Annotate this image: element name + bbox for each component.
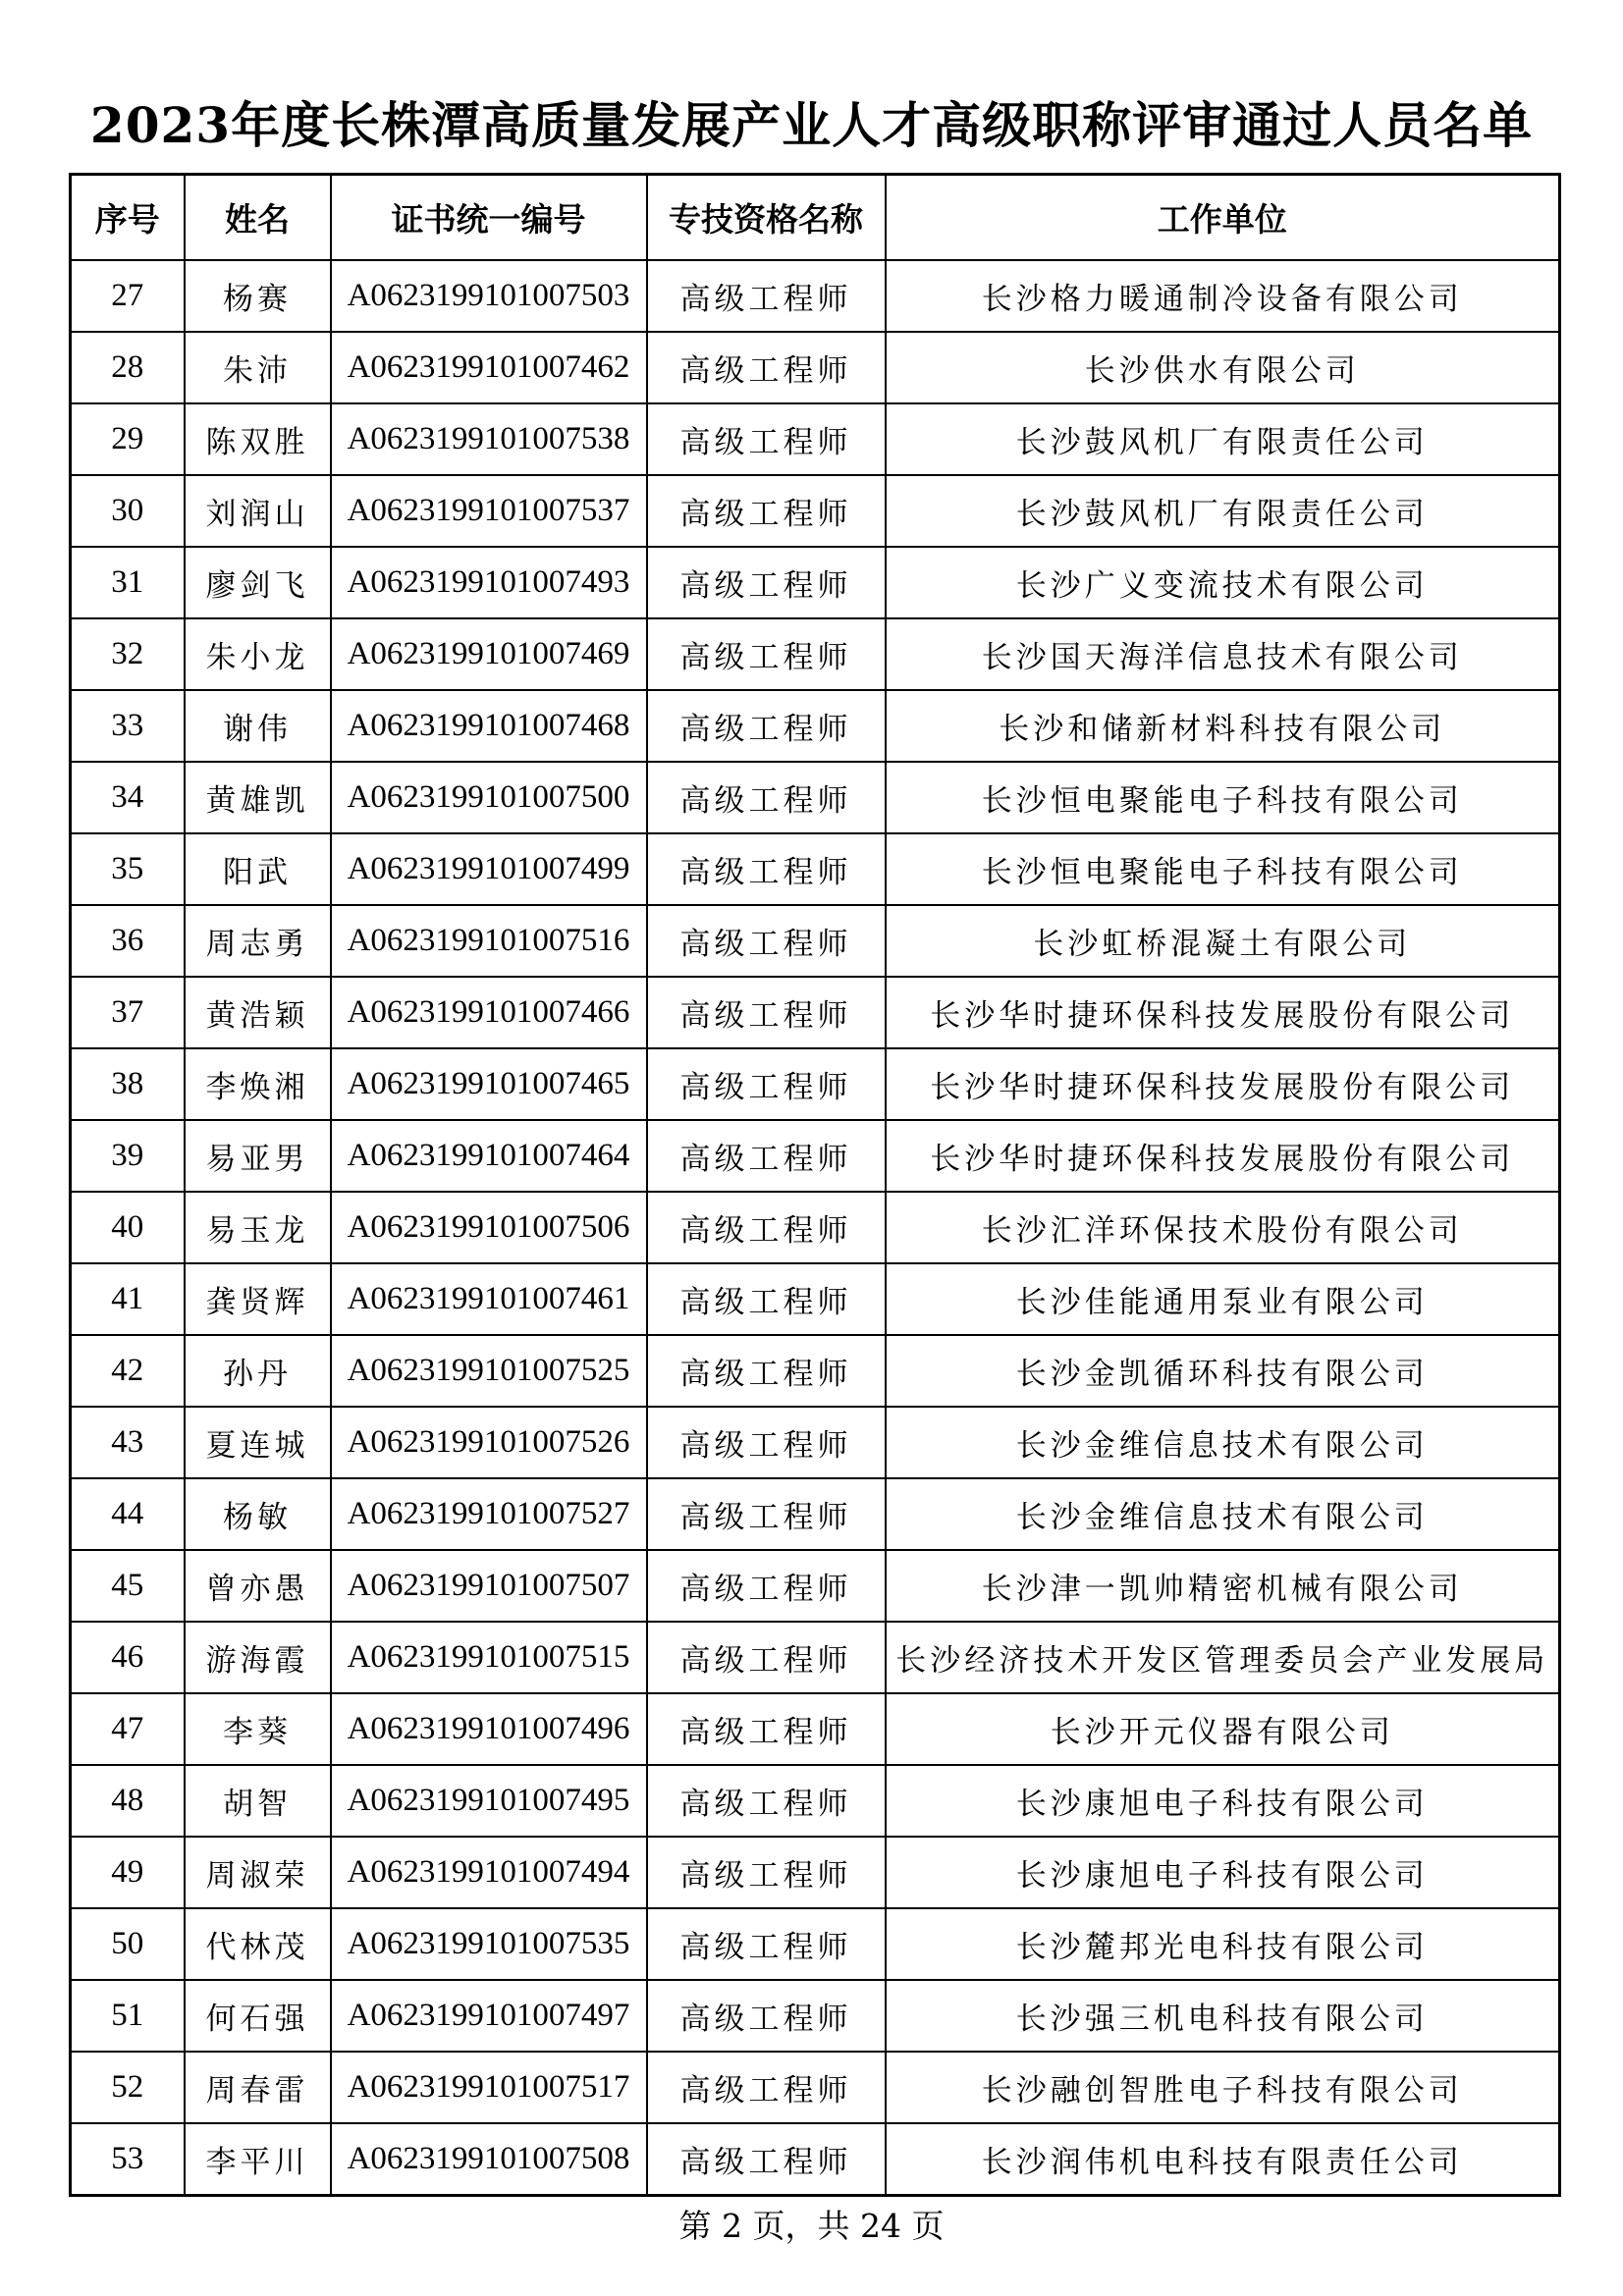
row-certificate-number: A0623199101007515: [331, 1622, 647, 1693]
row-serial-number: 51: [71, 1980, 185, 2052]
table-row: [71, 905, 1560, 977]
row-certificate-number: A0623199101007469: [331, 618, 647, 690]
row-qualification: 高级工程师: [647, 833, 886, 905]
row-work-unit: 长沙麓邦光电科技有限公司: [886, 1908, 1560, 1980]
row-serial-number: 33: [71, 690, 185, 762]
row-name: 曾亦愚: [185, 1550, 331, 1622]
row-work-unit: 长沙华时捷环保科技发展股份有限公司: [886, 977, 1560, 1048]
table-row: [71, 547, 1560, 618]
row-work-unit: 长沙经济技术开发区管理委员会产业发展局: [886, 1622, 1560, 1693]
row-serial-number: 49: [71, 1837, 185, 1908]
page-footer: 第 2 页，共 24 页: [678, 2207, 945, 2245]
row-certificate-number: A0623199101007465: [331, 1048, 647, 1120]
row-work-unit: 长沙康旭电子科技有限公司: [886, 1765, 1560, 1837]
row-qualification: 高级工程师: [647, 1980, 886, 2052]
row-qualification: 高级工程师: [647, 977, 886, 1048]
row-name: 龚贤辉: [185, 1263, 331, 1335]
row-qualification: 高级工程师: [647, 1192, 886, 1263]
row-name: 杨敏: [185, 1478, 331, 1550]
table-row: [71, 260, 1560, 332]
row-serial-number: 39: [71, 1120, 185, 1192]
row-work-unit: 长沙金维信息技术有限公司: [886, 1478, 1560, 1550]
row-name: 黄雄凯: [185, 762, 331, 833]
table-row: [71, 1048, 1560, 1120]
row-serial-number: 46: [71, 1622, 185, 1693]
row-qualification: 高级工程师: [647, 762, 886, 833]
row-serial-number: 50: [71, 1908, 185, 1980]
table-row: [71, 833, 1560, 905]
table-row: [71, 2052, 1560, 2123]
row-work-unit: 长沙鼓风机厂有限责任公司: [886, 475, 1560, 547]
row-qualification: 高级工程师: [647, 1263, 886, 1335]
row-certificate-number: A0623199101007497: [331, 1980, 647, 2052]
row-name: 易玉龙: [185, 1192, 331, 1263]
row-serial-number: 37: [71, 977, 185, 1048]
row-qualification: 高级工程师: [647, 1048, 886, 1120]
row-work-unit: 长沙金凯循环科技有限公司: [886, 1335, 1560, 1407]
row-qualification: 高级工程师: [647, 547, 886, 618]
table-row: [71, 690, 1560, 762]
header-serial-number: 序号: [71, 175, 185, 261]
table-row: [71, 332, 1560, 403]
row-work-unit: 长沙融创智胜电子科技有限公司: [886, 2052, 1560, 2123]
table-row: [71, 2123, 1560, 2196]
row-work-unit: 长沙格力暖通制冷设备有限公司: [886, 260, 1560, 332]
row-serial-number: 42: [71, 1335, 185, 1407]
row-certificate-number: A0623199101007516: [331, 905, 647, 977]
row-serial-number: 29: [71, 403, 185, 475]
row-certificate-number: A0623199101007538: [331, 403, 647, 475]
row-certificate-number: A0623199101007507: [331, 1550, 647, 1622]
table-row: [71, 977, 1560, 1048]
row-qualification: 高级工程师: [647, 618, 886, 690]
row-name: 朱小龙: [185, 618, 331, 690]
table-header-row: [71, 175, 1560, 261]
row-certificate-number: A0623199101007526: [331, 1407, 647, 1478]
row-serial-number: 53: [71, 2123, 185, 2196]
row-name: 周春雷: [185, 2052, 331, 2123]
table-row: [71, 1407, 1560, 1478]
row-name: 易亚男: [185, 1120, 331, 1192]
row-qualification: 高级工程师: [647, 1837, 886, 1908]
row-qualification: 高级工程师: [647, 2052, 886, 2123]
table-row: [71, 762, 1560, 833]
row-serial-number: 45: [71, 1550, 185, 1622]
row-name: 杨赛: [185, 260, 331, 332]
row-name: 代林茂: [185, 1908, 331, 1980]
row-work-unit: 长沙金维信息技术有限公司: [886, 1407, 1560, 1478]
row-qualification: 高级工程师: [647, 1407, 886, 1478]
table-row: [71, 1837, 1560, 1908]
row-work-unit: 长沙强三机电科技有限公司: [886, 1980, 1560, 2052]
row-qualification: 高级工程师: [647, 2123, 886, 2196]
row-name: 谢伟: [185, 690, 331, 762]
row-qualification: 高级工程师: [647, 260, 886, 332]
row-work-unit: 长沙华时捷环保科技发展股份有限公司: [886, 1048, 1560, 1120]
row-certificate-number: A0623199101007466: [331, 977, 647, 1048]
row-name: 阳武: [185, 833, 331, 905]
document-title: 2023年度长株潭高质量发展产业人才高级职称评审通过人员名单: [89, 96, 1534, 154]
row-work-unit: 长沙津一凯帅精密机械有限公司: [886, 1550, 1560, 1622]
row-serial-number: 34: [71, 762, 185, 833]
row-qualification: 高级工程师: [647, 690, 886, 762]
row-qualification: 高级工程师: [647, 1550, 886, 1622]
row-qualification: 高级工程师: [647, 1693, 886, 1765]
row-serial-number: 47: [71, 1693, 185, 1765]
row-serial-number: 28: [71, 332, 185, 403]
row-name: 朱沛: [185, 332, 331, 403]
table-row: [71, 1263, 1560, 1335]
row-serial-number: 43: [71, 1407, 185, 1478]
row-qualification: 高级工程师: [647, 1335, 886, 1407]
table-row: [71, 1765, 1560, 1837]
row-serial-number: 52: [71, 2052, 185, 2123]
row-serial-number: 48: [71, 1765, 185, 1837]
row-serial-number: 31: [71, 547, 185, 618]
row-qualification: 高级工程师: [647, 1478, 886, 1550]
row-name: 周淑荣: [185, 1837, 331, 1908]
row-certificate-number: A0623199101007496: [331, 1693, 647, 1765]
row-work-unit: 长沙虹桥混凝土有限公司: [886, 905, 1560, 977]
row-certificate-number: A0623199101007517: [331, 2052, 647, 2123]
row-name: 周志勇: [185, 905, 331, 977]
table-row: [71, 618, 1560, 690]
row-name: 游海霞: [185, 1622, 331, 1693]
row-certificate-number: A0623199101007468: [331, 690, 647, 762]
row-serial-number: 32: [71, 618, 185, 690]
row-qualification: 高级工程师: [647, 1622, 886, 1693]
table-row: [71, 1478, 1560, 1550]
row-serial-number: 41: [71, 1263, 185, 1335]
row-work-unit: 长沙恒电聚能电子科技有限公司: [886, 833, 1560, 905]
row-qualification: 高级工程师: [647, 332, 886, 403]
row-work-unit: 长沙汇洋环保技术股份有限公司: [886, 1192, 1560, 1263]
row-qualification: 高级工程师: [647, 403, 886, 475]
row-qualification: 高级工程师: [647, 1765, 886, 1837]
table-row: [71, 1693, 1560, 1765]
row-name: 陈双胜: [185, 403, 331, 475]
row-certificate-number: A0623199101007464: [331, 1120, 647, 1192]
table-row: [71, 1980, 1560, 2052]
row-work-unit: 长沙开元仪器有限公司: [886, 1693, 1560, 1765]
header-certificate-number: 证书统一编号: [331, 175, 647, 261]
row-certificate-number: A0623199101007500: [331, 762, 647, 833]
row-work-unit: 长沙润伟机电科技有限责任公司: [886, 2123, 1560, 2196]
row-certificate-number: A0623199101007527: [331, 1478, 647, 1550]
row-qualification: 高级工程师: [647, 905, 886, 977]
row-certificate-number: A0623199101007494: [331, 1837, 647, 1908]
table-body: [71, 260, 1560, 2196]
row-name: 胡智: [185, 1765, 331, 1837]
header-name: 姓名: [185, 175, 331, 261]
row-work-unit: 长沙恒电聚能电子科技有限公司: [886, 762, 1560, 833]
row-serial-number: 36: [71, 905, 185, 977]
row-certificate-number: A0623199101007537: [331, 475, 647, 547]
row-certificate-number: A0623199101007495: [331, 1765, 647, 1837]
row-certificate-number: A0623199101007461: [331, 1263, 647, 1335]
table-row: [71, 475, 1560, 547]
row-work-unit: 长沙佳能通用泵业有限公司: [886, 1263, 1560, 1335]
personnel-table: [69, 173, 1561, 2197]
table-row: [71, 1550, 1560, 1622]
table-row: [71, 1335, 1560, 1407]
row-work-unit: 长沙供水有限公司: [886, 332, 1560, 403]
table-row: [71, 403, 1560, 475]
row-certificate-number: A0623199101007506: [331, 1192, 647, 1263]
row-certificate-number: A0623199101007493: [331, 547, 647, 618]
row-certificate-number: A0623199101007503: [331, 260, 647, 332]
row-qualification: 高级工程师: [647, 475, 886, 547]
row-certificate-number: A0623199101007535: [331, 1908, 647, 1980]
row-name: 孙丹: [185, 1335, 331, 1407]
row-name: 李葵: [185, 1693, 331, 1765]
row-name: 李平川: [185, 2123, 331, 2196]
row-serial-number: 40: [71, 1192, 185, 1263]
row-certificate-number: A0623199101007508: [331, 2123, 647, 2196]
header-work-unit: 工作单位: [886, 175, 1560, 261]
row-work-unit: 长沙康旭电子科技有限公司: [886, 1837, 1560, 1908]
row-serial-number: 30: [71, 475, 185, 547]
table-row: [71, 1622, 1560, 1693]
row-work-unit: 长沙广义变流技术有限公司: [886, 547, 1560, 618]
row-name: 李焕湘: [185, 1048, 331, 1120]
row-qualification: 高级工程师: [647, 1120, 886, 1192]
row-work-unit: 长沙和储新材料科技有限公司: [886, 690, 1560, 762]
row-serial-number: 44: [71, 1478, 185, 1550]
row-name: 何石强: [185, 1980, 331, 2052]
row-qualification: 高级工程师: [647, 1908, 886, 1980]
row-certificate-number: A0623199101007525: [331, 1335, 647, 1407]
header-qualification: 专技资格名称: [647, 175, 886, 261]
row-name: 廖剑飞: [185, 547, 331, 618]
row-work-unit: 长沙华时捷环保科技发展股份有限公司: [886, 1120, 1560, 1192]
row-serial-number: 38: [71, 1048, 185, 1120]
row-name: 黄浩颖: [185, 977, 331, 1048]
row-name: 夏连城: [185, 1407, 331, 1478]
table-row: [71, 1120, 1560, 1192]
row-serial-number: 27: [71, 260, 185, 332]
row-work-unit: 长沙国天海洋信息技术有限公司: [886, 618, 1560, 690]
row-certificate-number: A0623199101007499: [331, 833, 647, 905]
row-serial-number: 35: [71, 833, 185, 905]
row-work-unit: 长沙鼓风机厂有限责任公司: [886, 403, 1560, 475]
table-row: [71, 1908, 1560, 1980]
row-certificate-number: A0623199101007462: [331, 332, 647, 403]
row-name: 刘润山: [185, 475, 331, 547]
table-row: [71, 1192, 1560, 1263]
